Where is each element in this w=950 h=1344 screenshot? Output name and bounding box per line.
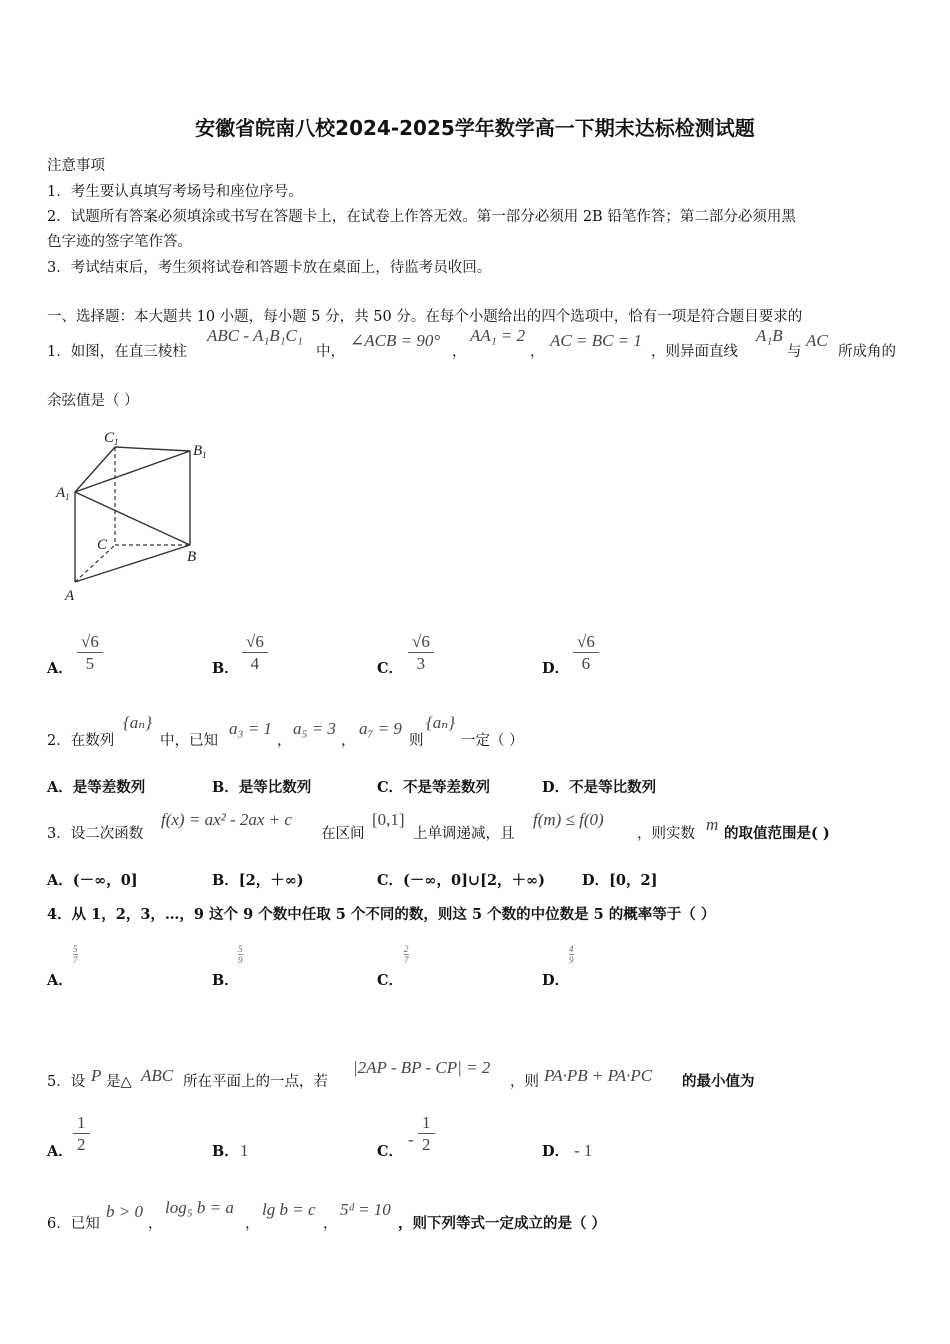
q5-option-a-label: A．	[47, 1143, 73, 1160]
q1-option-a[interactable]	[77, 632, 103, 675]
q1-text-line2: 余弦值是（ ）	[47, 393, 139, 409]
q1-option-a-num: √6	[77, 632, 103, 653]
q6-comma-3: ，	[323, 1216, 338, 1232]
notice-item-1: 1．考生要认真填写考场号和座位序号。	[47, 184, 303, 200]
q1-text-1: 中，	[316, 344, 345, 360]
q4-option-b-num: 5	[238, 944, 243, 954]
q2-comma-2: ，	[341, 733, 356, 749]
q3-option-b[interactable]: B．[2，＋∞)	[212, 872, 304, 889]
q3-function: f(x) = ax² - 2ax + c	[161, 810, 292, 829]
q3-text-4: 的取值范围是( )	[724, 825, 830, 842]
q4-option-c-label: C．	[377, 972, 404, 989]
q2-a5: a₅ = 3	[293, 719, 336, 738]
q5-text-1: 是△	[106, 1074, 132, 1090]
q3-option-a[interactable]: A．(－∞，0]	[47, 872, 138, 889]
notice-item-2-cont: 色字迹的签字笔作答。	[47, 234, 192, 250]
label-c: C	[97, 537, 108, 553]
q1-option-d-label: D．	[542, 660, 570, 677]
q1-option-d-den: 6	[581, 654, 591, 673]
q1-option-c[interactable]	[408, 632, 434, 675]
notice-heading: 注意事项	[47, 158, 105, 174]
notice-item-2: 2．试题所有答案必须填涂或书写在答题卡上，在试卷上作答无效。第一部分必须用 2B 铅笔作答；第二部分必须用黑	[47, 209, 796, 225]
q5-option-d-label: D．	[542, 1143, 570, 1160]
q3-text-2: 上单调递减，且	[413, 826, 515, 842]
q1-option-b-num: √6	[242, 632, 268, 653]
q4-text: 4．从 1，2，3，…，9 这个 9 个数中任取 5 个不同的数，则这 5 个数的中位数是 5 的概率等于（ ）	[47, 906, 716, 923]
q1-number: 1．如图，在直三棱柱	[47, 344, 187, 360]
q2-a7: a₇ = 9	[359, 719, 402, 738]
q4-option-a-label: A．	[47, 972, 73, 989]
q5-option-c-label: C．	[377, 1143, 404, 1160]
q1-option-c-label: C．	[377, 660, 404, 677]
q1-prism-name: ABC - A₁B₁C₁	[207, 326, 303, 345]
q5-point-p: P	[91, 1066, 102, 1085]
q3-text-0: 3．设二次函数	[47, 826, 144, 842]
q1-option-b-label: B．	[212, 660, 239, 677]
q2-sequence: {aₙ}	[123, 713, 152, 732]
q2-option-b[interactable]: B．是等比数列	[212, 779, 312, 796]
q3-interval: [0,1]	[372, 810, 405, 829]
q2-a3: a₃ = 1	[229, 719, 272, 738]
q1-angle: ∠ACB = 90°	[350, 331, 441, 350]
q1-option-c-den: 3	[416, 654, 426, 673]
q1-option-b[interactable]	[242, 632, 268, 675]
q4-option-a-num: 5	[73, 944, 78, 954]
q2-option-a[interactable]: A．是等差数列	[47, 779, 146, 796]
q4-option-c-num: 2	[404, 944, 409, 954]
label-c1: $C_1$	[104, 430, 119, 447]
q2-option-c[interactable]: C．不是等差数列	[377, 779, 491, 796]
q1-option-d-num: √6	[573, 632, 599, 653]
q5-expression: PA·PB + PA·PC	[544, 1066, 653, 1085]
q2-text-1: 中，已知	[160, 733, 218, 749]
q4-option-c-den: 7	[404, 955, 409, 965]
q1-comma-1: ，	[452, 344, 467, 360]
q4-option-d-num: 4	[569, 944, 574, 954]
q1-aa1: AA₁ = 2	[470, 326, 526, 345]
q4-option-a-den: 7	[73, 955, 78, 965]
q1-ac: AC	[806, 331, 828, 350]
q4-option-d[interactable]	[569, 944, 574, 965]
edge-c1b1	[115, 447, 190, 451]
q6-cond-b: b > 0	[106, 1202, 143, 1221]
q3-text-1: 在区间	[321, 826, 365, 842]
q5-option-c-sign: -	[408, 1130, 414, 1149]
q5-option-a-num: 1	[73, 1113, 90, 1134]
q1-option-d[interactable]	[573, 632, 599, 675]
label-b: B	[187, 549, 197, 565]
label-a1: $A_1$	[56, 485, 70, 502]
section-heading: 一、选择题：本大题共 10 小题，每小题 5 分，共 50 分。在每个小题给出的四个选项中，恰有一项是符合题目要求的	[47, 309, 803, 325]
q2-sequence-2: {aₙ}	[426, 713, 455, 732]
q5-option-c-den: 2	[422, 1135, 431, 1154]
q2-option-d[interactable]: D．不是等比数列	[542, 779, 657, 796]
q2-text-0: 2．在数列	[47, 733, 115, 749]
q4-option-a[interactable]	[73, 944, 78, 965]
edge-a1b	[75, 492, 190, 545]
label-a: A	[65, 588, 75, 604]
q5-text-4: 的最小值为	[682, 1073, 755, 1090]
q2-text-2: 则	[409, 733, 424, 749]
q5-option-c[interactable]	[418, 1113, 435, 1156]
q1-prism-figure	[50, 425, 220, 605]
q2-comma-1: ，	[277, 733, 292, 749]
q3-inequality: f(m) ≤ f(0)	[533, 810, 604, 829]
q2-text-3: 一定（ ）	[461, 733, 524, 749]
q3-text-3: ，则实数	[637, 826, 695, 842]
q4-option-d-label: D．	[542, 972, 570, 989]
q6-log5: log₅ b = a	[165, 1198, 234, 1217]
q1-comma-2: ，	[530, 344, 545, 360]
q6-comma-2: ，	[245, 1216, 260, 1232]
q5-option-a-den: 2	[77, 1135, 86, 1154]
q5-text-3: ，则	[510, 1074, 539, 1090]
q4-option-c[interactable]	[404, 944, 409, 965]
edge-a1b1	[75, 451, 190, 492]
q6-text-0: 6．已知	[47, 1216, 100, 1232]
label-b1: $B_1$	[193, 443, 207, 460]
q5-condition: |2AP - BP - CP| = 2	[353, 1058, 491, 1077]
q6-lg: lg b = c	[262, 1200, 316, 1219]
page-title: 安徽省皖南八校2024-2025学年数学高一下期末达标检测试题	[195, 116, 755, 140]
q4-option-b-den: 9	[238, 955, 243, 965]
q4-option-b-label: B．	[212, 972, 239, 989]
q6-power: 5ᵈ = 10	[340, 1200, 391, 1219]
q5-option-b[interactable]: 1	[240, 1141, 249, 1160]
q5-option-d[interactable]: - 1	[574, 1141, 593, 1160]
q3-option-d[interactable]: D．[0，2]	[582, 872, 658, 889]
q1-ac-bc: AC = BC = 1	[550, 331, 642, 350]
q1-option-c-num: √6	[408, 632, 434, 653]
q6-text-1: ，则下列等式一定成立的是（ ）	[398, 1215, 607, 1232]
q1-text-4: 所成角的	[838, 344, 896, 360]
q1-text-3: 与	[787, 344, 802, 360]
q5-option-a[interactable]	[73, 1113, 90, 1156]
q1-a1b: A₁B	[756, 326, 783, 345]
q5-text-0: 5．设	[47, 1074, 86, 1090]
edge-ac-hidden	[75, 545, 115, 582]
edge-ab	[75, 545, 190, 582]
q5-triangle: ABC	[141, 1066, 174, 1085]
q5-text-2: 所在平面上的一点，若	[183, 1074, 328, 1090]
q1-option-b-den: 4	[250, 654, 260, 673]
notice-item-3: 3．考试结束后，考生须将试卷和答题卡放在桌面上，待监考员收回。	[47, 260, 492, 276]
q1-text-2: ，则异面直线	[651, 344, 738, 360]
q5-option-c-num: 1	[418, 1113, 435, 1134]
q5-option-b-label: B．	[212, 1143, 239, 1160]
q3-option-c[interactable]: C．(－∞，0]∪[2，＋∞)	[377, 872, 545, 889]
q4-option-d-den: 9	[569, 955, 574, 965]
q1-option-a-den: 5	[85, 654, 95, 673]
q1-option-a-label: A．	[47, 660, 73, 677]
q3-var-m: m	[706, 815, 719, 834]
q4-option-b[interactable]	[238, 944, 243, 965]
q6-comma-1: ，	[148, 1216, 163, 1232]
